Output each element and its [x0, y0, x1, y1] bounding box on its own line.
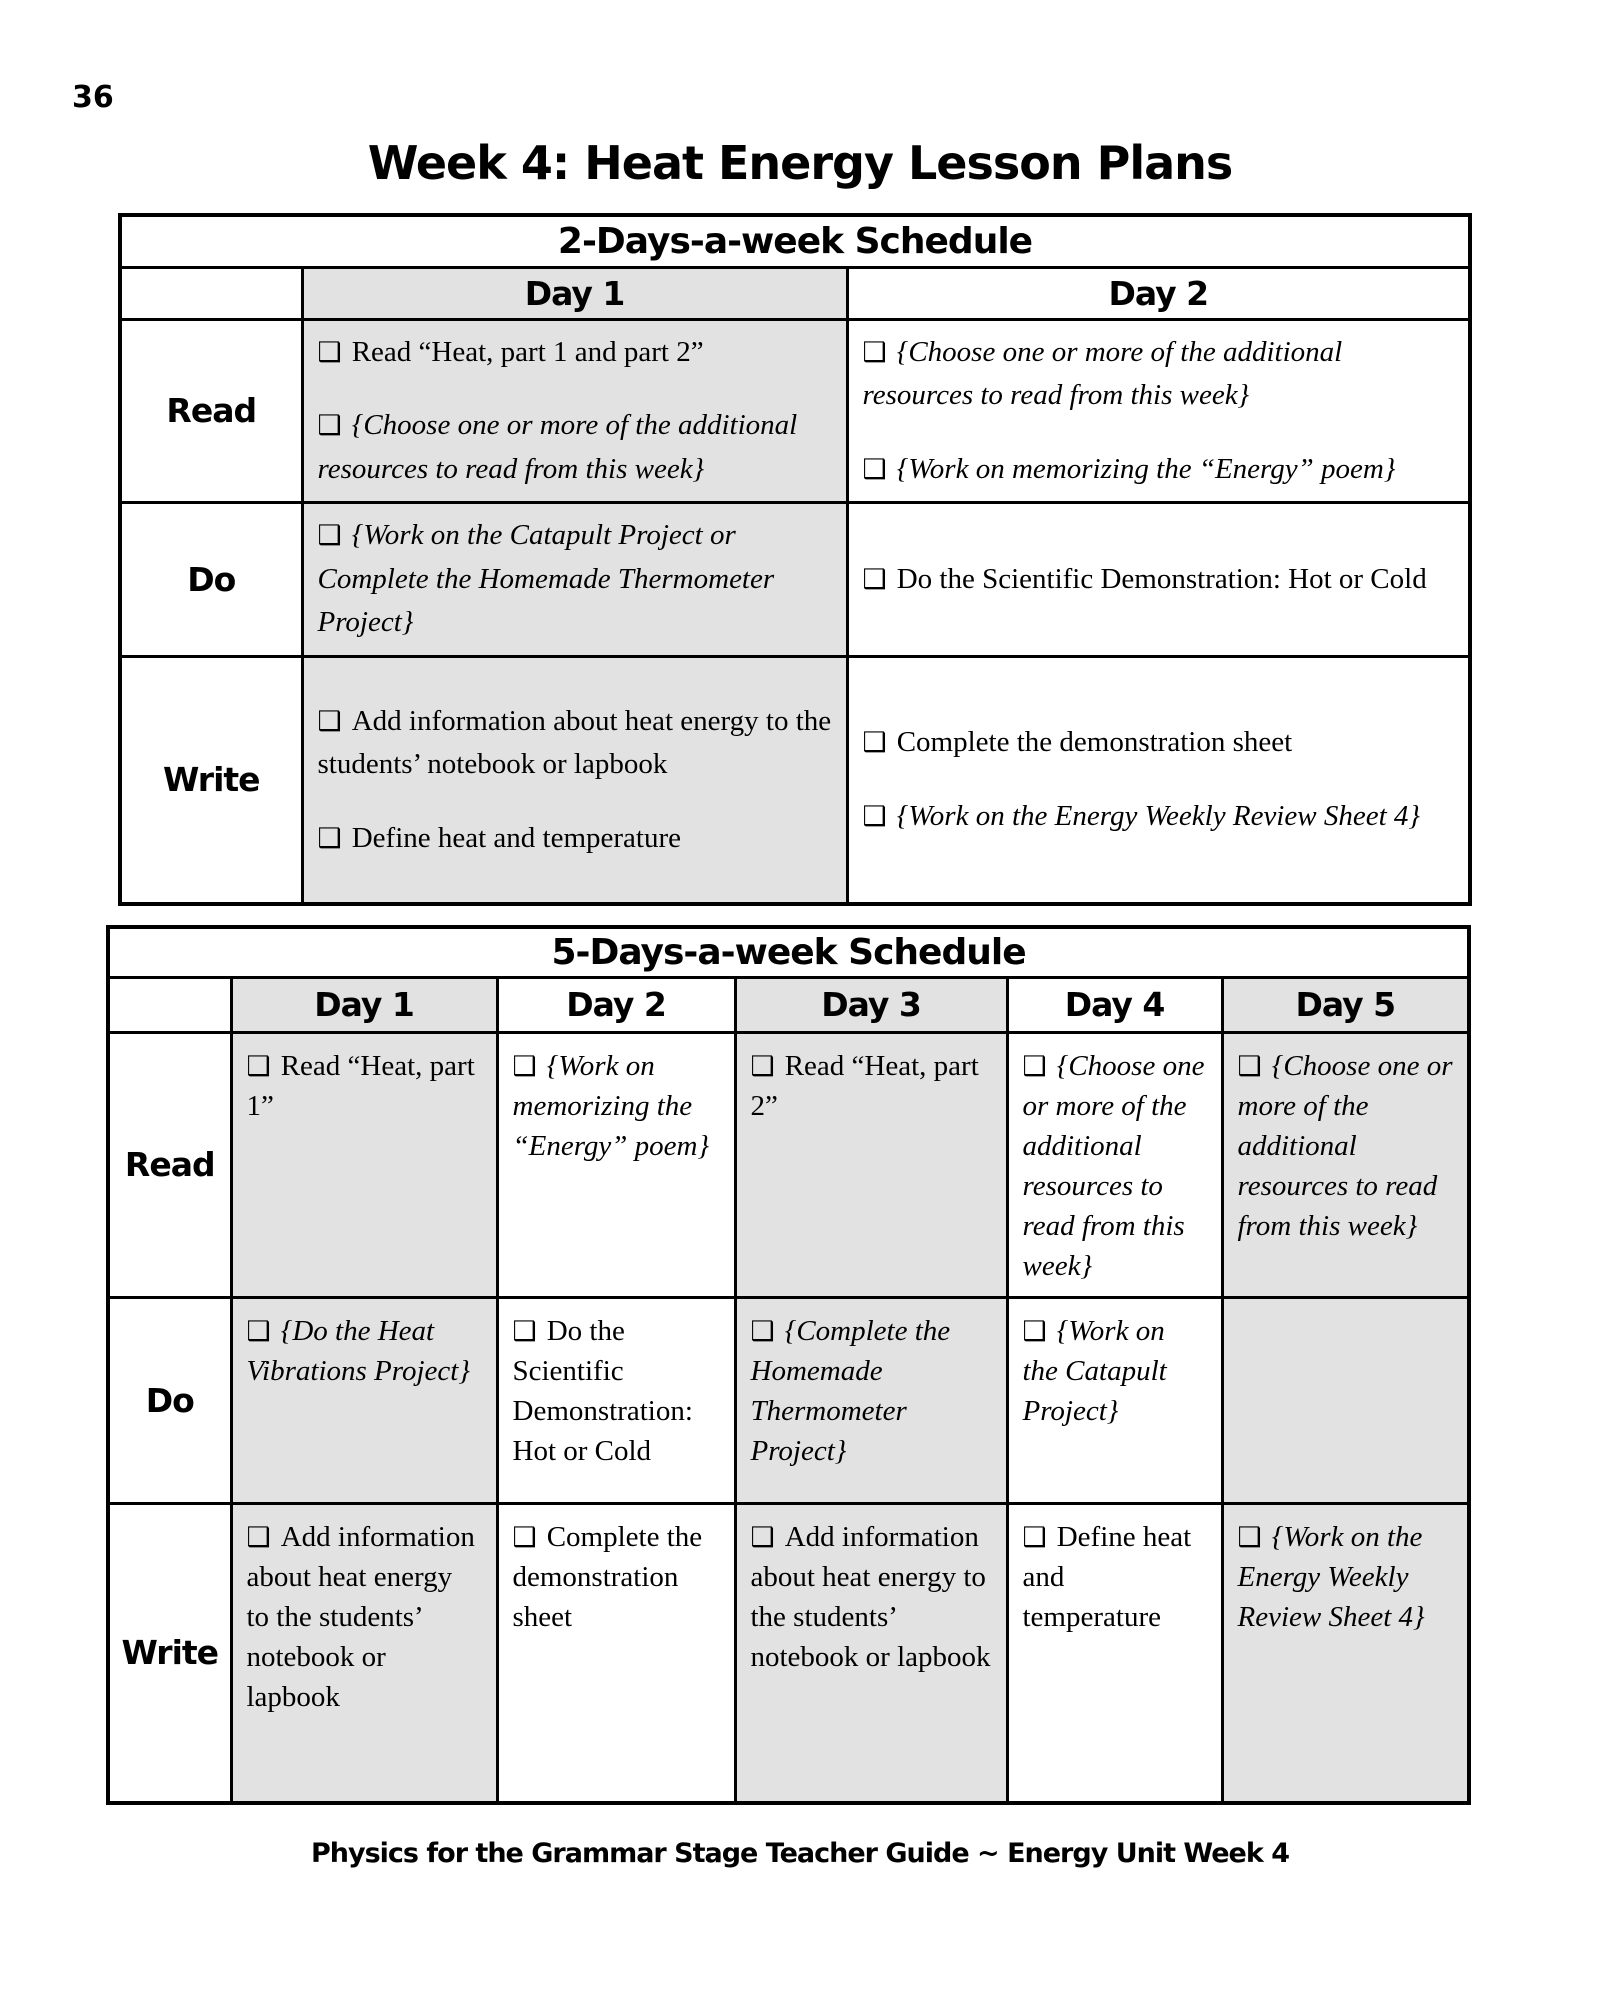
schedule-cell-do-day1 [302, 503, 847, 657]
checkbox-icon: ❑ [862, 453, 887, 485]
item-text: {Choose one or more of the additional resources to read from this week} [862, 335, 1343, 411]
item-text: {Work on memorizing the “Energy” poem} [896, 452, 1396, 485]
page-number: 36 [72, 80, 114, 115]
item-text: {Work on the Energy Weekly Review Sheet 4} [896, 799, 1420, 832]
schedule-cell-write-day1 [231, 1503, 497, 1803]
checkbox-icon: ❑ [1022, 1315, 1047, 1347]
item-text: Complete the demonstration sheet [512, 1520, 703, 1633]
table-title: 2-Days-a-week Schedule [120, 215, 1470, 267]
checkbox-icon: ❑ [317, 822, 342, 854]
item-text: Add information about heat energy to the students’ notebook or lapbook [246, 1520, 475, 1713]
checklist-item [751, 1046, 992, 1126]
checkbox-icon: ❑ [1237, 1050, 1262, 1082]
checklist-item [513, 1517, 720, 1637]
checklist-item [513, 1311, 720, 1471]
schedule-cell-write-day2 [847, 656, 1470, 904]
item-text: Add information about heat energy to the students’ notebook or lapbook [317, 704, 832, 780]
checklist-item [751, 1311, 992, 1471]
item-text: {Do the Heat Vibrations Project} [246, 1314, 470, 1387]
row-label-read: Read [108, 1032, 231, 1297]
checkbox-icon: ❑ [246, 1050, 271, 1082]
checkbox-icon: ❑ [750, 1315, 775, 1347]
checklist-item [318, 700, 832, 787]
checkbox-icon: ❑ [317, 520, 342, 551]
schedule-cell-read-day5 [1222, 1032, 1469, 1297]
item-text: Read “Heat, part 1” [246, 1049, 475, 1122]
schedule-cell-do-day3 [735, 1297, 1007, 1503]
item-text: Read “Heat, part 2” [750, 1049, 979, 1122]
schedule-cell-read-day2 [847, 319, 1470, 503]
checkbox-icon: ❑ [317, 705, 342, 737]
day-header-day3: Day 3 [735, 977, 1007, 1032]
item-text: Define heat and temperature [351, 821, 682, 854]
schedule-cell-write-day5 [1222, 1503, 1469, 1803]
checklist-item [863, 558, 1455, 602]
checkbox-icon: ❑ [750, 1521, 775, 1553]
schedule-cell-do-day4 [1007, 1297, 1222, 1503]
item-text: {Choose one or more of the additional resources to read from this week} [1237, 1049, 1453, 1242]
row-label-write: Write [108, 1503, 231, 1803]
checklist-item [863, 721, 1455, 765]
checkbox-icon: ❑ [1237, 1521, 1262, 1553]
checkbox-icon: ❑ [317, 336, 342, 368]
schedule-cell-write-day3 [735, 1503, 1007, 1803]
checklist-item [247, 1517, 482, 1717]
item-text: Complete the demonstration sheet [896, 726, 1293, 759]
item-text: {Choose one or more of the additional resources to read from this week} [317, 409, 798, 485]
day-header-day4: Day 4 [1007, 977, 1222, 1032]
item-text: {Complete the Homemade Thermometer Project} [750, 1314, 951, 1467]
checkbox-icon: ❑ [862, 800, 887, 832]
checklist-item [1238, 1046, 1454, 1246]
checkbox-icon: ❑ [1022, 1050, 1047, 1082]
day-header-day5: Day 5 [1222, 977, 1469, 1032]
checklist-item [247, 1046, 482, 1126]
checkbox-icon: ❑ [246, 1315, 271, 1347]
day-header-day2: Day 2 [847, 267, 1470, 319]
corner-cell [120, 267, 302, 319]
checklist-item [863, 795, 1455, 839]
item-text: Do the Scientific Demonstration: Hot or Cold [512, 1314, 693, 1467]
checklist-item [1023, 1311, 1207, 1431]
checklist-item [1023, 1046, 1207, 1286]
row-label-do: Do [108, 1297, 231, 1503]
row-label-read: Read [120, 319, 302, 503]
checklist-item [318, 404, 832, 491]
item-text: Do the Scientific Demonstration: Hot or Cold [896, 562, 1427, 595]
schedule-cell-read-day4 [1007, 1032, 1222, 1297]
checklist-item [318, 331, 832, 375]
schedule-table-2-day [118, 213, 1472, 906]
checklist-item [247, 1311, 482, 1391]
checkbox-icon: ❑ [862, 563, 887, 595]
item-text: {Work on the Catapult Project} [1022, 1314, 1167, 1427]
schedule-cell-read-day2 [497, 1032, 735, 1297]
checklist-item [751, 1517, 992, 1677]
checkbox-icon: ❑ [512, 1050, 537, 1082]
checklist-item [863, 331, 1455, 418]
checkbox-icon: ❑ [512, 1315, 537, 1347]
schedule-cell-do-day1 [231, 1297, 497, 1503]
item-text: {Work on the Catapult Project or Complete the Homemade Thermometer Project} [317, 519, 775, 638]
row-label-write: Write [120, 656, 302, 904]
checkbox-icon: ❑ [512, 1521, 537, 1553]
schedule-table-5-day [106, 925, 1471, 1805]
item-text: {Work on the Energy Weekly Review Sheet 4} [1237, 1520, 1425, 1633]
checklist-item [1023, 1517, 1207, 1637]
schedule-cell-do-day2 [847, 503, 1470, 657]
checklist-item [318, 514, 832, 645]
checkbox-icon: ❑ [1022, 1521, 1047, 1553]
schedule-cell-read-day1 [231, 1032, 497, 1297]
item-text: Read “Heat, part 1 and part 2” [351, 335, 704, 368]
checklist-item [318, 817, 832, 861]
row-label-do: Do [120, 503, 302, 657]
checkbox-icon: ❑ [246, 1521, 271, 1553]
corner-cell [108, 977, 231, 1032]
checklist-item [863, 448, 1455, 492]
item-text: {Choose one or more of the additional resources to read from this week} [1022, 1049, 1205, 1282]
checkbox-icon: ❑ [317, 410, 342, 441]
footer-text: Physics for the Grammar Stage Teacher Guide ~ Energy Unit Week 4 [310, 1838, 1289, 1869]
table-title: 5-Days-a-week Schedule [108, 927, 1469, 977]
day-header-day2: Day 2 [497, 977, 735, 1032]
schedule-cell-do-day5 [1222, 1297, 1469, 1503]
schedule-cell-read-day1 [302, 319, 847, 503]
item-text: Define heat and temperature [1022, 1520, 1192, 1633]
item-text: Add information about heat energy to the students’ notebook or lapbook [750, 1520, 991, 1673]
schedule-cell-read-day3 [735, 1032, 1007, 1297]
page-title: Week 4: Heat Energy Lesson Plans [367, 136, 1233, 190]
schedule-cell-write-day1 [302, 656, 847, 904]
item-text: {Work on memorizing the “Energy” poem} [512, 1049, 710, 1162]
checkbox-icon: ❑ [750, 1050, 775, 1082]
checklist-item [513, 1046, 720, 1166]
checklist-item [1238, 1517, 1454, 1637]
schedule-cell-do-day2 [497, 1297, 735, 1503]
checkbox-icon: ❑ [862, 727, 887, 759]
schedule-cell-write-day2 [497, 1503, 735, 1803]
day-header-day1: Day 1 [302, 267, 847, 319]
schedule-cell-write-day4 [1007, 1503, 1222, 1803]
day-header-day1: Day 1 [231, 977, 497, 1032]
checkbox-icon: ❑ [862, 336, 887, 368]
